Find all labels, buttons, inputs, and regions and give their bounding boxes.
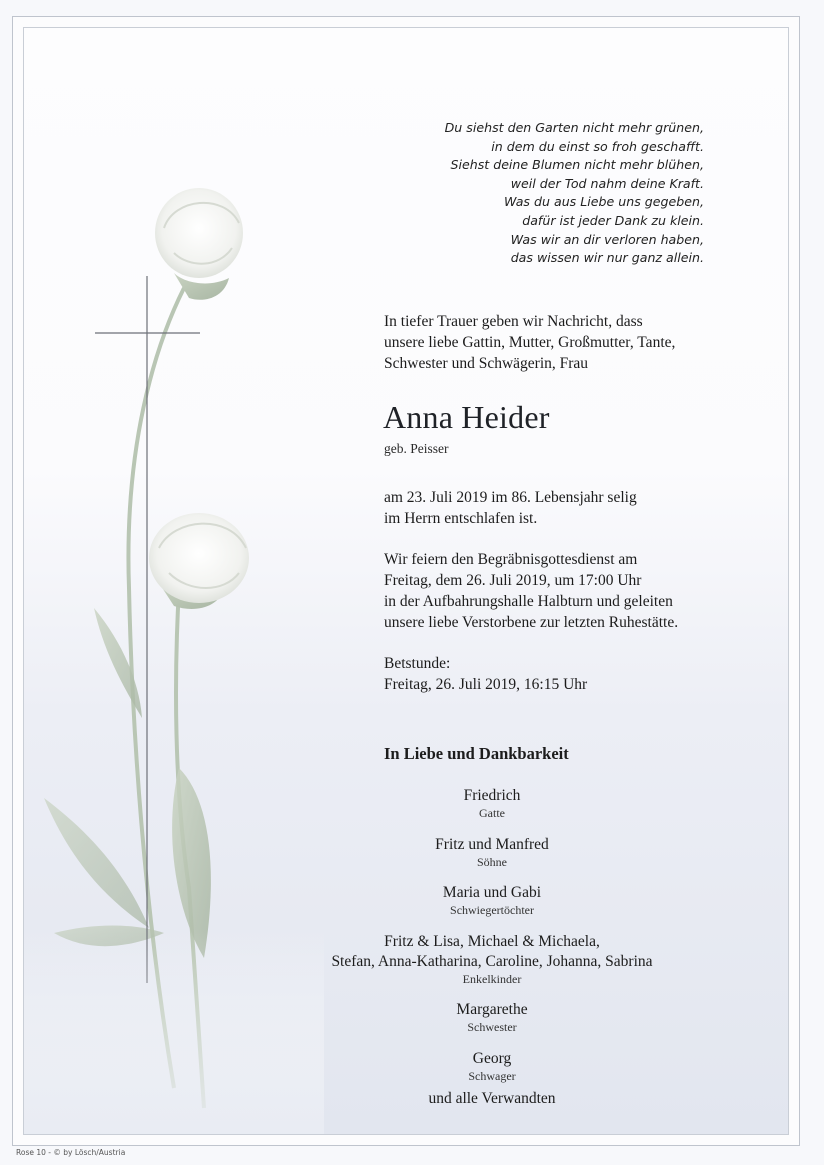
poem-line: Was wir an dir verloren haben, [510, 231, 704, 247]
funeral-line: in der Aufbahrungshalle Halbturn und geleiten [384, 593, 673, 610]
mourner-name: Georg [472, 1049, 512, 1067]
poem-line: Was du aus Liebe uns gegeben, [503, 194, 704, 210]
design-credit: Rose 10 - © by Lösch/Austria [16, 1148, 126, 1157]
thanks-heading: In Liebe und Dankbarkeit [384, 744, 569, 763]
funeral-line: unsere liebe Verstorbene zur letzten Ruhestätte. [384, 614, 679, 631]
death-notice [384, 487, 764, 529]
death-line: im Herrn entschlafen ist. [384, 510, 538, 527]
mourner-name: Stefan, Anna-Katharina, Caroline, Johanna, Sabrina [331, 952, 653, 970]
deceased-name: Anna Heider [383, 399, 550, 435]
obituary-panel [23, 27, 789, 1135]
mourner-name: Fritz & Lisa, Michael & Michaela, [384, 932, 600, 950]
mourner-entry [272, 932, 712, 986]
intro-line: In tiefer Trauer geben wir Nachricht, dass [384, 313, 643, 330]
closing-line: und alle Verwandten [428, 1090, 556, 1107]
funeral-line: Freitag, dem 26. Juli 2019, um 17:00 Uhr [384, 572, 642, 589]
obituary-card [12, 16, 800, 1146]
mourner-name: Maria und Gabi [442, 884, 542, 901]
mourner-relation: Gatte [479, 806, 505, 820]
intro-line: unsere liebe Gattin, Mutter, Großmutter, Tante, [384, 334, 676, 351]
mourner-relation: Schwester [467, 1020, 517, 1034]
poem-line: das wissen wir nur ganz allein. [510, 250, 704, 266]
intro-line: Schwester und Schwägerin, Frau [384, 355, 589, 372]
mourner-relation: Söhne [477, 854, 507, 869]
poem-line: Siehst deine Blumen nicht mehr blühen, [450, 157, 704, 173]
birth-name: geb. Peisser [384, 441, 449, 456]
prayer-label: Betstunde: [384, 655, 451, 672]
mourner-name: Friedrich [463, 787, 521, 804]
funeral-line: Wir feiern den Begräbnisgottesdienst am [384, 551, 638, 568]
memorial-poem [344, 119, 704, 268]
mourner-entry [272, 1000, 712, 1034]
prayer-time: Freitag, 26. Juli 2019, 16:15 Uhr [384, 676, 588, 693]
mourner-relation: Schwiegertöchter [450, 903, 534, 917]
announcement-intro [384, 311, 764, 374]
poem-line: dafür ist jeder Dank zu klein. [522, 212, 704, 228]
mourner-relation: Enkelkinder [462, 971, 522, 986]
mourner-entry [272, 883, 712, 917]
prayer-service [384, 653, 764, 695]
mourner-entry [272, 835, 712, 869]
poem-line: weil der Tod nahm deine Kraft. [510, 175, 704, 191]
mourners-list [272, 786, 712, 1097]
poem-line: Du siehst den Garten nicht mehr grünen, [444, 120, 704, 135]
mourner-entry [272, 1049, 712, 1083]
funeral-details [384, 549, 764, 633]
mourner-name: Margarethe [456, 1001, 528, 1018]
death-line: am 23. Juli 2019 im 86. Lebensjahr selig [384, 489, 637, 506]
mourner-entry [272, 786, 712, 820]
mourner-relation: Schwager [468, 1068, 516, 1083]
mourner-name: Fritz und Manfred [435, 835, 549, 853]
poem-line: in dem du einst so froh geschafft. [491, 138, 704, 154]
